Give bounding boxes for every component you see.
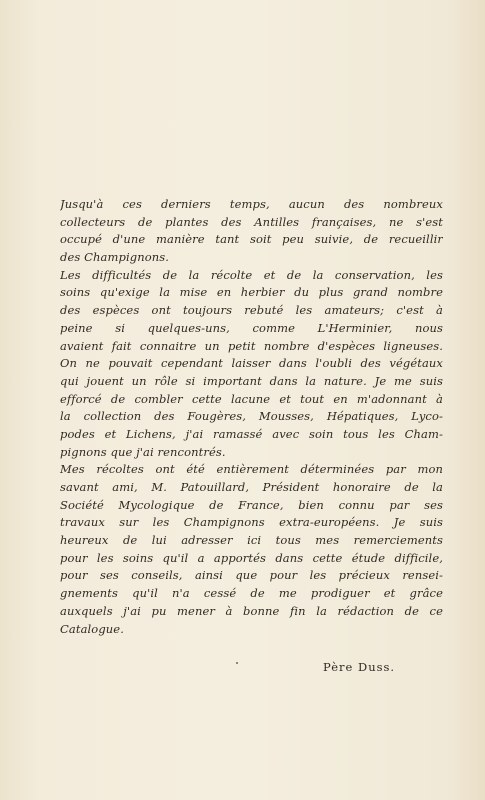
text-line: Mes récoltes ont été entièrement déterminées par mon — [60, 462, 443, 477]
text-line: la collection des Fougères, Mousses, Hépatiques, Lyco- — [60, 409, 443, 424]
text-line: gnements qu'il n'a cessé de me prodiguer et grâce — [60, 586, 443, 601]
signature: Père Duss. — [323, 660, 396, 674]
preface-text — [60, 196, 443, 638]
text-line: auxquels j'ai pu mener à bonne fin la rédaction de ce — [60, 603, 443, 618]
text-line: avaient fait connaitre un petit nombre d'espèces ligneuses. — [60, 338, 443, 353]
text-line: podes et Lichens, j'ai ramassé avec soin tous les Cham- — [60, 426, 443, 441]
text-line: des espèces ont toujours rebuté les amateurs; c'est à — [60, 303, 443, 318]
text-line: soins qu'exige la mise en herbier du plus grand nombre — [60, 285, 443, 300]
text-line: pignons que j'ai rencontrés. — [60, 444, 226, 459]
text-line: des Champignons. — [60, 250, 169, 265]
text-line: occupé d'une manière tant soit peu suivie, de recueillir — [60, 232, 443, 247]
text-line: peine si quelques-uns, comme L'Herminier, nous — [60, 320, 443, 335]
text-line: Catalogue. — [60, 621, 124, 636]
text-line: On ne pouvait cependant laisser dans l'oubli des végétaux — [60, 356, 443, 371]
text-line: heureux de lui adresser ici tous mes remerciements — [60, 533, 443, 548]
text-line: Société Mycologique de France, bien connu par ses — [60, 497, 443, 512]
ink-speck — [236, 662, 238, 664]
text-line: Jusqu'à ces derniers temps, aucun des nombreux — [60, 197, 443, 211]
text-line: savant ami, M. Patouillard, Président honoraire de la — [60, 480, 443, 494]
text-line: qui jouent un rôle si important dans la nature. Je me suis — [60, 373, 443, 388]
text-line: pour ses conseils, ainsi que pour les précieux rensei- — [60, 568, 443, 583]
text-line: collecteurs de plantes des Antilles françaises, ne s'est — [60, 214, 443, 229]
text-line: pour les soins qu'il a apportés dans cette étude difficile, — [60, 550, 443, 565]
text-line: travaux sur les Champignons extra-européens. Je suis — [60, 515, 443, 530]
text-line: Les difficultés de la récolte et de la conservation, les — [60, 267, 443, 282]
text-line: efforcé de combler cette lacune et tout en m'adonnant à — [60, 391, 443, 406]
